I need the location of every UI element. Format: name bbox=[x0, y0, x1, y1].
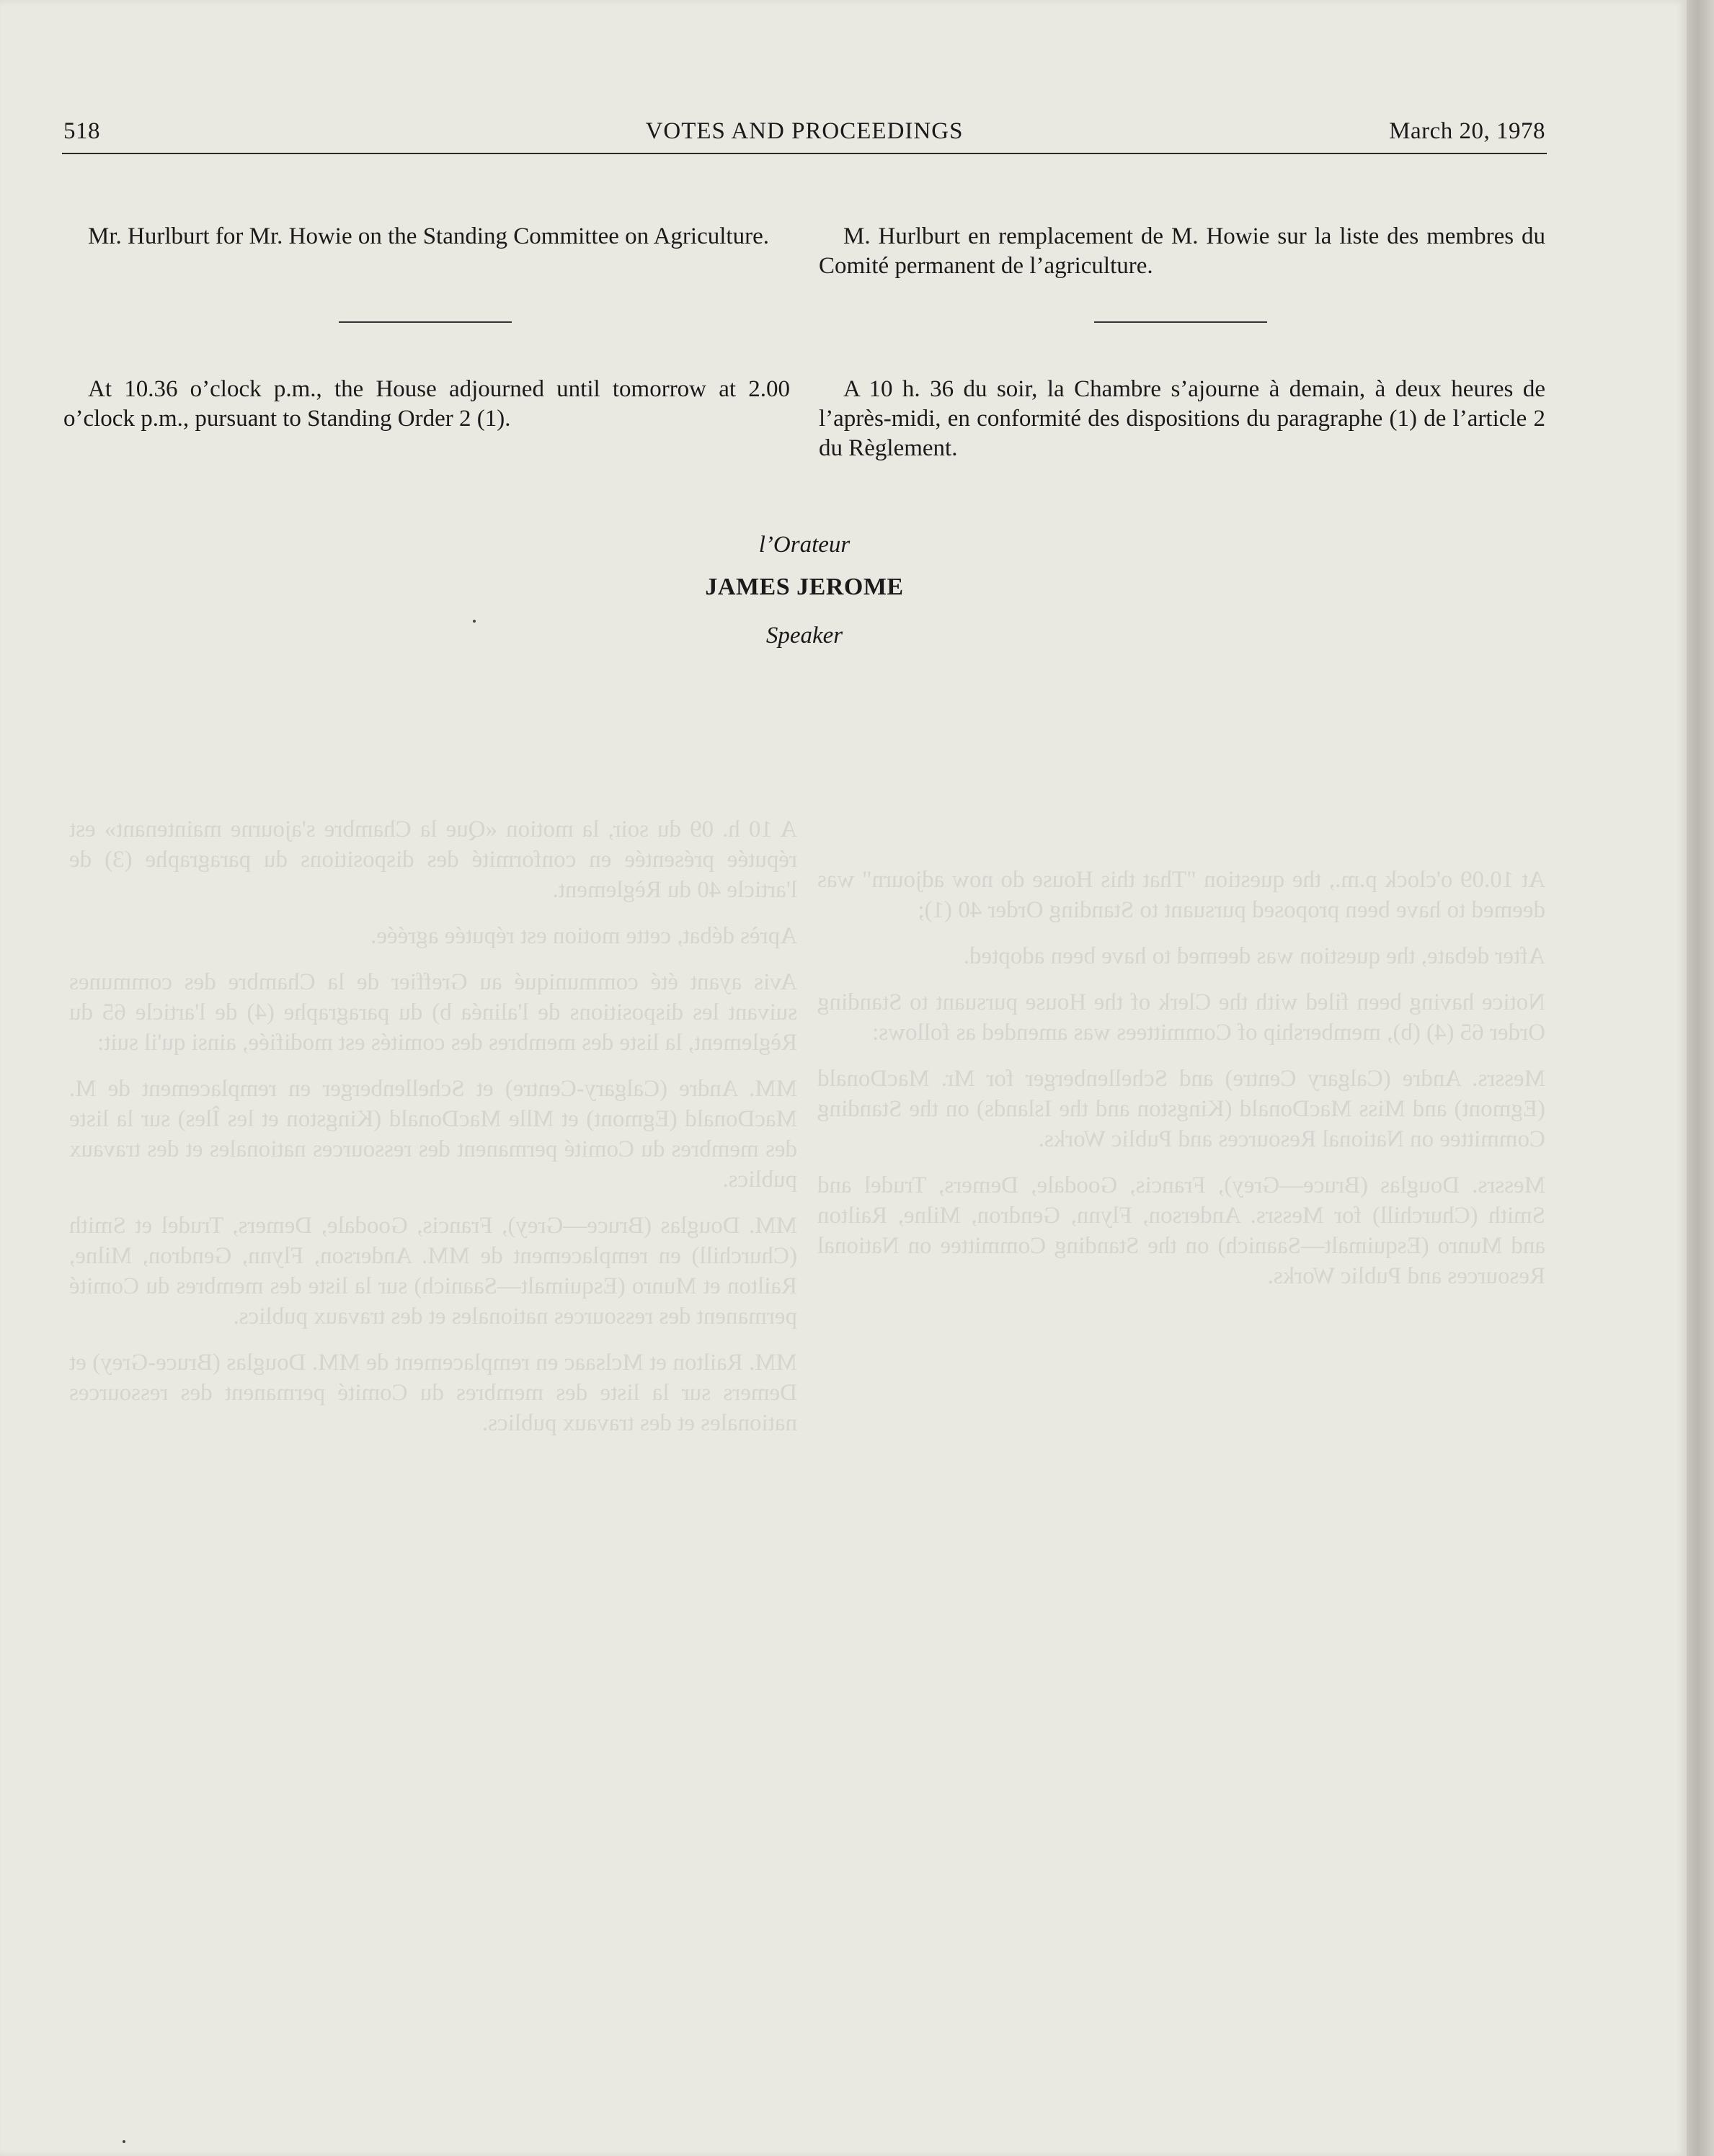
separator-right bbox=[1094, 321, 1267, 323]
english-adjournment bbox=[63, 375, 790, 434]
separator-left bbox=[339, 321, 512, 323]
page-header bbox=[63, 118, 1545, 153]
running-title: VOTES AND PROCEEDINGS bbox=[645, 118, 964, 144]
signature-name: JAMES JEROME bbox=[705, 574, 904, 600]
header-rule bbox=[62, 153, 1547, 154]
show-through-left: A 10 h. 09 du soir, la motion «Que la Chambre s'ajourne maintenant» est réputée présentée en conformité des dispositions du paragraphe (3) de l'article 40 du Règlement. Après débat, cette motion est réputée agréée. Avis ayant été communiqué au Greffier de la Chambre des communes suivant les dispositions de l'alinéa b) du paragraphe (4) de l'article 65 du Règlement, la liste des membres des comités est modifiée, ainsi qu'il suit: MM. Andre (Calgary-Centre) et Schellenberger en remplacement de M. MacDonald (Egmont) et Mlle MacDonald (Kingston et les Îles) sur la liste des membres du Comité permanent des ressources nationales et des travaux publics. MM. Douglas (Bruce—Grey), Francis, Goodale, Demers, Trudel et Smith (Churchill) en remplacement de MM. Anderson, Flynn, Gendron, Milne, Railton et Munro (Esquimalt—Saanich) sur la liste des membres du Comité permanent des ressources nationales et des travaux publics. MM. Railton et Mclsaac en remplacement de MM. Douglas (Bruce-Grey) et Demers sur la liste des membres du Comité permanent des ressources nationales et des travaux publics. bbox=[69, 816, 797, 1436]
french-adjournment bbox=[819, 375, 1545, 463]
french-committee-change bbox=[819, 222, 1545, 281]
print-speck bbox=[473, 620, 476, 623]
page-edge-shadow bbox=[1687, 0, 1714, 2156]
signature-title-english: Speaker bbox=[765, 623, 843, 649]
french-committee-change-text: M. Hurlburt en remplacement de M. Howie sur la liste des membres du Comité permanent de l’agriculture. bbox=[819, 223, 1545, 279]
header-date: March 20, 1978 bbox=[1389, 118, 1545, 144]
signature-title-french: l’Orateur bbox=[758, 532, 851, 558]
english-committee-change-text: Mr. Hurlburt for Mr. Howie on the Standing Committee on Agriculture. bbox=[88, 223, 769, 249]
page-number: 518 bbox=[63, 118, 100, 144]
french-adjournment-text: A 10 h. 36 du soir, la Chambre s’ajourne à demain, à deux heures de l’après-midi, en conformité des dispositions du paragraphe (1) de l’article 2 du Règlement. bbox=[819, 376, 1545, 461]
print-speck bbox=[123, 2140, 125, 2143]
english-committee-change bbox=[63, 222, 790, 251]
show-through-right: At 10.09 o'clock p.m., the question "That this House do now adjourn" was deemed to have been proposed pursuant to Standing Order 40 (1); After debate, the question was deemed to have been adopted. Notice having been filed with the Clerk of the House pursuant to Standing Order 65 (4) (b), membership of Committees was amended as follows: Messrs. Andre (Calgary Centre) and Schellenberger for Mr. MacDonald (Egmont) and Miss MacDonald (Kingston and the Islands) on the Standing Committee on National Resources and Public Works. Messrs. Douglas (Bruce—Grey), Francis, Goodale, Demers, Trudel and Smith (Churchill) for Messrs. Anderson, Flynn, Gendron, Milne, Railton and Munro (Esquimalt—Saanich) on the Standing Committee on National Resources and Public Works. bbox=[817, 867, 1545, 1289]
english-adjournment-text: At 10.36 o’clock p.m., the House adjourned until tomorrow at 2.00 o’clock p.m., pursuant to Standing Order 2 (1). bbox=[63, 376, 790, 432]
